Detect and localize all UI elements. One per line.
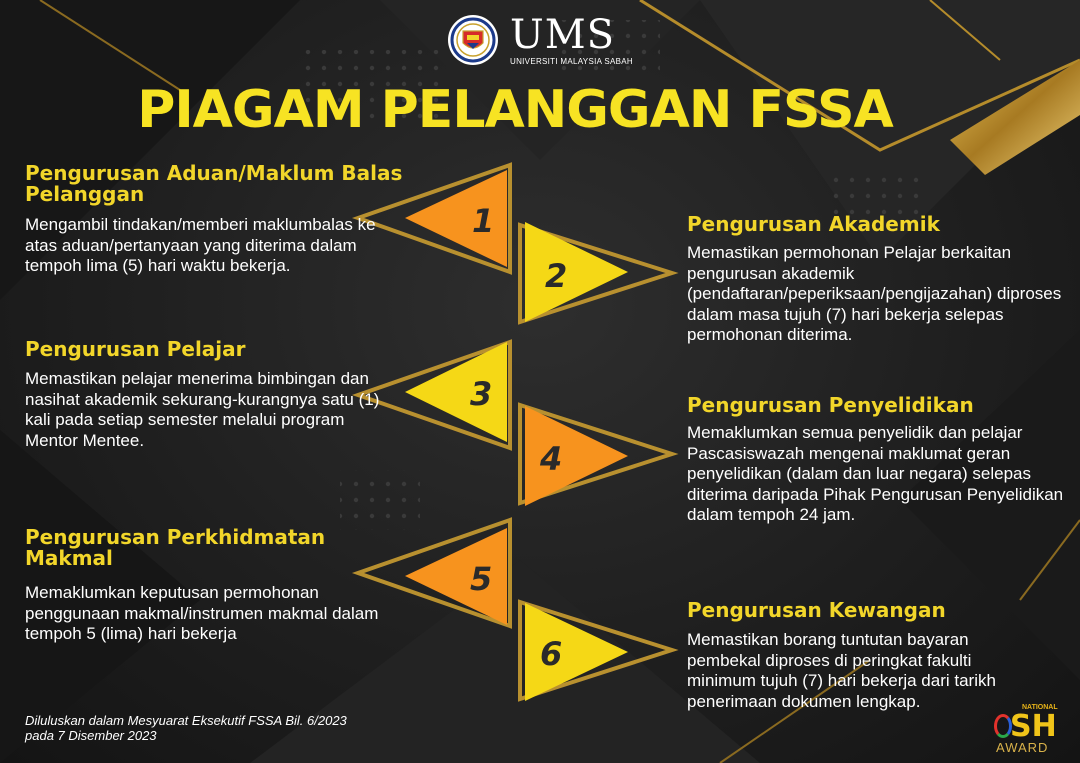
number-2: 2	[545, 257, 568, 295]
number-4: 4	[540, 440, 563, 478]
charter-item-6	[687, 600, 1067, 712]
osh-award-text: AWARD	[996, 740, 1049, 755]
item-heading: Pengurusan Penyelidikan	[687, 393, 974, 417]
approval-line-2: pada 7 Disember 2023	[25, 728, 157, 743]
page-title: PIAGAM PELANGGAN FSSA	[137, 80, 893, 140]
item-text: Memaklumkan semua penyelidik dan pelajar Pascasiswazah mengenai maklumat geran penyelidikan (dalam dan luar negara) selepas diterima daripada Pihak Pengurusan Penyelidikan dalam tempoh 24 jam.	[687, 423, 1064, 524]
ums-logo	[446, 12, 633, 68]
item-heading: Pengurusan Akademik	[687, 212, 940, 236]
item-text: Mengambil tindakan/memberi maklumbalas ke atas aduan/pertanyaan yang diterima dalam tempoh lima (5) hari waktu bekerja.	[25, 215, 376, 275]
charter-item-1	[25, 163, 405, 277]
charter-item-4	[687, 395, 1067, 526]
number-1: 1	[472, 202, 495, 240]
number-3: 3	[470, 375, 493, 413]
osh-national-text: NATIONAL	[1022, 704, 1058, 711]
item-heading: Pengurusan Perkhidmatan Makmal	[25, 525, 326, 570]
number-6: 6	[540, 635, 563, 673]
charter-item-5	[25, 527, 395, 645]
approval-note	[25, 713, 347, 743]
item-text: Memastikan borang tuntutan bayaran pembekal diproses di peringkat fakulti minimum tujuh (7) hari bekerja dari tarikh penerimaan dokumen lengkap.	[687, 630, 996, 711]
ums-seal-icon	[446, 13, 500, 67]
item-text: Memastikan pelajar menerima bimbingan dan nasihat akademik sekurang-kurangnya satu (1) kali pada setiap semester melalui program Mentor Mentee.	[25, 369, 380, 450]
logo-subtitle: UNIVERSITI MALAYSIA SABAH	[510, 56, 633, 66]
number-5: 5	[470, 560, 493, 598]
osh-award-logo	[992, 702, 1068, 756]
item-heading: Pengurusan Pelajar	[25, 337, 246, 361]
charter-item-3	[25, 339, 385, 451]
item-heading: Pengurusan Kewangan	[687, 598, 946, 622]
charter-item-2	[687, 214, 1067, 346]
logo-name: UMS	[510, 11, 616, 58]
osh-sh-text: SH	[1010, 709, 1057, 744]
approval-line-1: Diluluskan dalam Mesyuarat Eksekutif FSSA Bil. 6/2023	[25, 713, 347, 728]
item-text: Memastikan permohonan Pelajar berkaitan pengurusan akademik (pendaftaran/peperiksaan/pengijazahan) diproses dalam masa tujuh (7) hari bekerja selepas permohonan diterima.	[687, 243, 1062, 344]
item-heading: Pengurusan Aduan/Maklum Balas Pelanggan	[25, 161, 403, 206]
triangle-2	[525, 222, 628, 322]
item-text: Memaklumkan keputusan permohonan penggunaan makmal/instrumen makmal dalam tempoh 5 (lima) hari bekerja	[25, 583, 379, 643]
